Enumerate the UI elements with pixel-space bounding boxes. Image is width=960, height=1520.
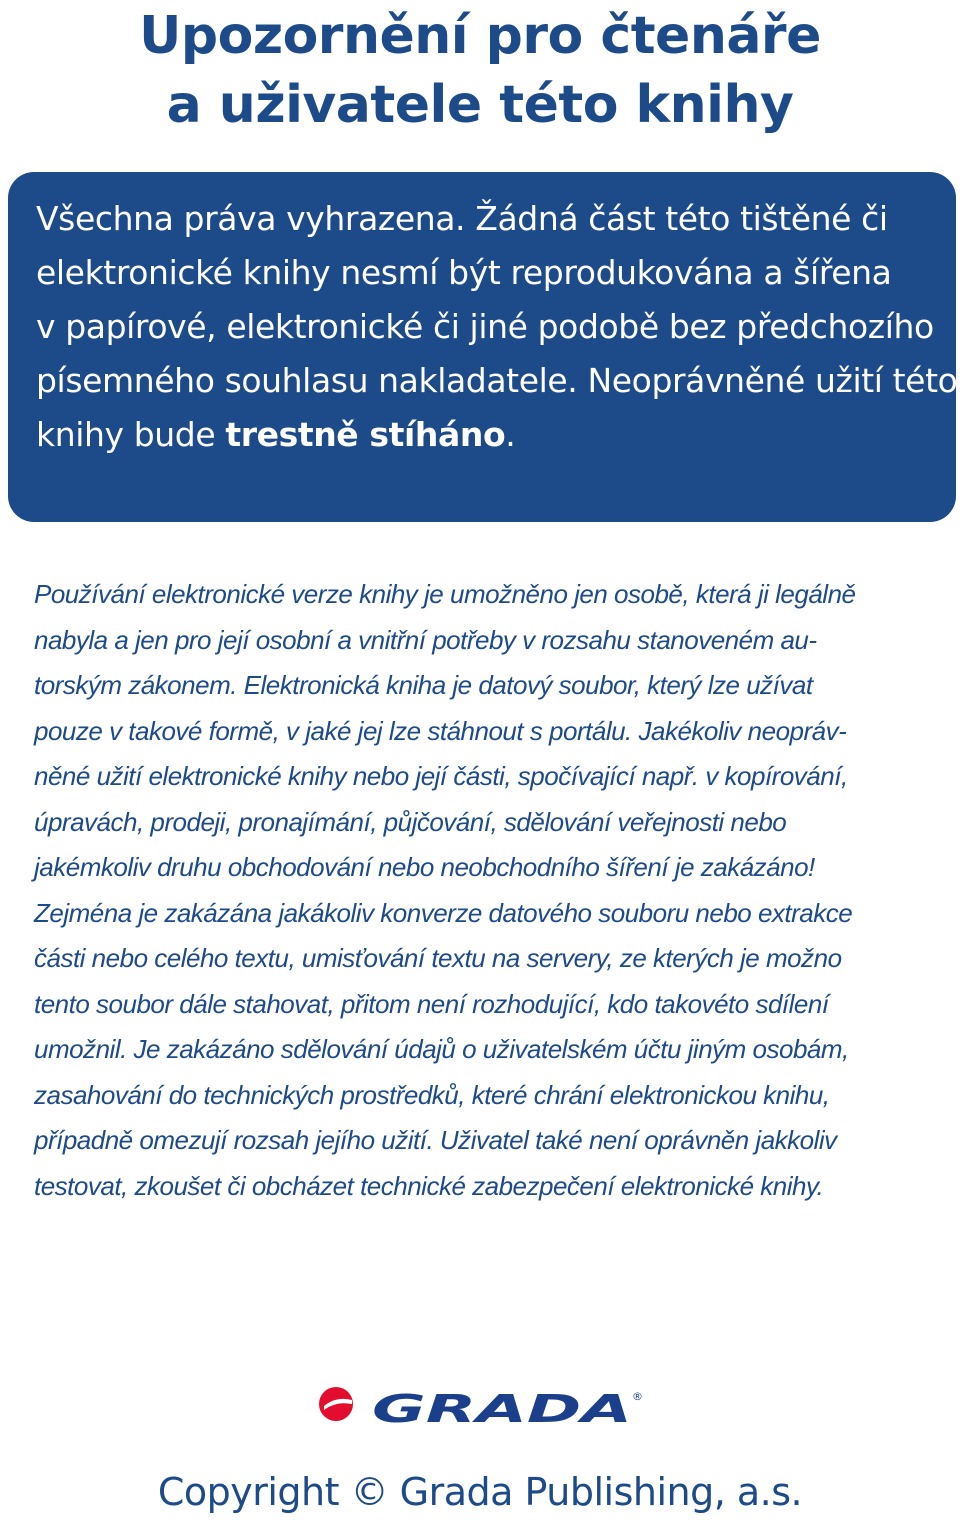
notice-line-4: písemného souhlasu nakladatele. Neoprávněné užití této	[36, 361, 958, 400]
body-line: úpravách, prodeji, pronajímání, půjčování, sdělování veřejnosti nebo	[34, 806, 787, 837]
body-line: něné užití elektronické knihy nebo její části, spočívající např. v kopírování,	[34, 761, 848, 791]
title-line-1: Upozornění pro čtenáře	[139, 6, 821, 66]
notice-line-2: elektronické knihy nesmí být reprodukována a šířena	[36, 253, 892, 292]
body-line: Používání elektronické verze knihy je umožněno jen osobě, která ji legálně	[34, 579, 856, 609]
body-line: Zejména je zakázána jakákoliv konverze datového souboru nebo extrakce	[34, 897, 853, 928]
notice-line-3: v papírové, elektronické či jiné podobě bez předchozího	[36, 307, 934, 346]
rights-notice-text	[36, 192, 958, 462]
body-line: torským zákonem. Elektronická kniha je datový soubor, který lze užívat	[34, 670, 813, 700]
notice-line-5-end: .	[505, 415, 516, 454]
body-line: případně omezují rozsah jejího užití. Uživatel také není oprávněn jakkoliv	[34, 1125, 837, 1155]
rights-notice-box	[8, 172, 956, 522]
title-line-2: a uživatele této knihy	[166, 75, 794, 135]
notice-line-5	[36, 408, 936, 462]
body-line: zasahování do technických prostředků, které chrání elektronickou knihu,	[34, 1079, 830, 1110]
registered-mark: ®	[632, 1390, 643, 1403]
grada-logo-wordmark: GRADA	[372, 1387, 632, 1426]
notice-line-1: Všechna práva vyhrazena. Žádná část této tištěné či	[36, 199, 888, 238]
body-line: umožnil. Je zakázáno sdělování údajů o uživatelském účtu jiným osobám,	[34, 1034, 849, 1064]
grada-logo-mark-icon	[319, 1387, 353, 1421]
notice-line-5-start: knihy bude	[36, 415, 226, 454]
body-line: části nebo celého textu, umisťování textu na servery, ze kterých je možno	[34, 943, 842, 973]
page-title	[0, 2, 960, 140]
body-line: pouze v takové formě, v jaké jej lze stáhnout s portálu. Jakékoliv neopráv-	[34, 715, 847, 746]
grada-logo	[318, 1386, 644, 1426]
notice-emphasis: trestně stíháno	[225, 415, 506, 454]
usage-terms-paragraph	[34, 572, 934, 1209]
copyright-line: Copyright © Grada Publishing, a.s.	[157, 1470, 803, 1514]
body-line: testovat, zkoušet či obcházet technické zabezpečení elektronické knihy.	[34, 1170, 824, 1201]
body-line: tento soubor dále stahovat, přitom není rozhodující, kdo takovéto sdílení	[34, 988, 829, 1019]
body-line: nabyla a jen pro její osobní a vnitřní potřeby v rozsahu stanoveném au-	[34, 624, 817, 655]
body-line: jakémkoliv druhu obchodování nebo neobchodního šíření je zakázáno!	[34, 852, 815, 882]
